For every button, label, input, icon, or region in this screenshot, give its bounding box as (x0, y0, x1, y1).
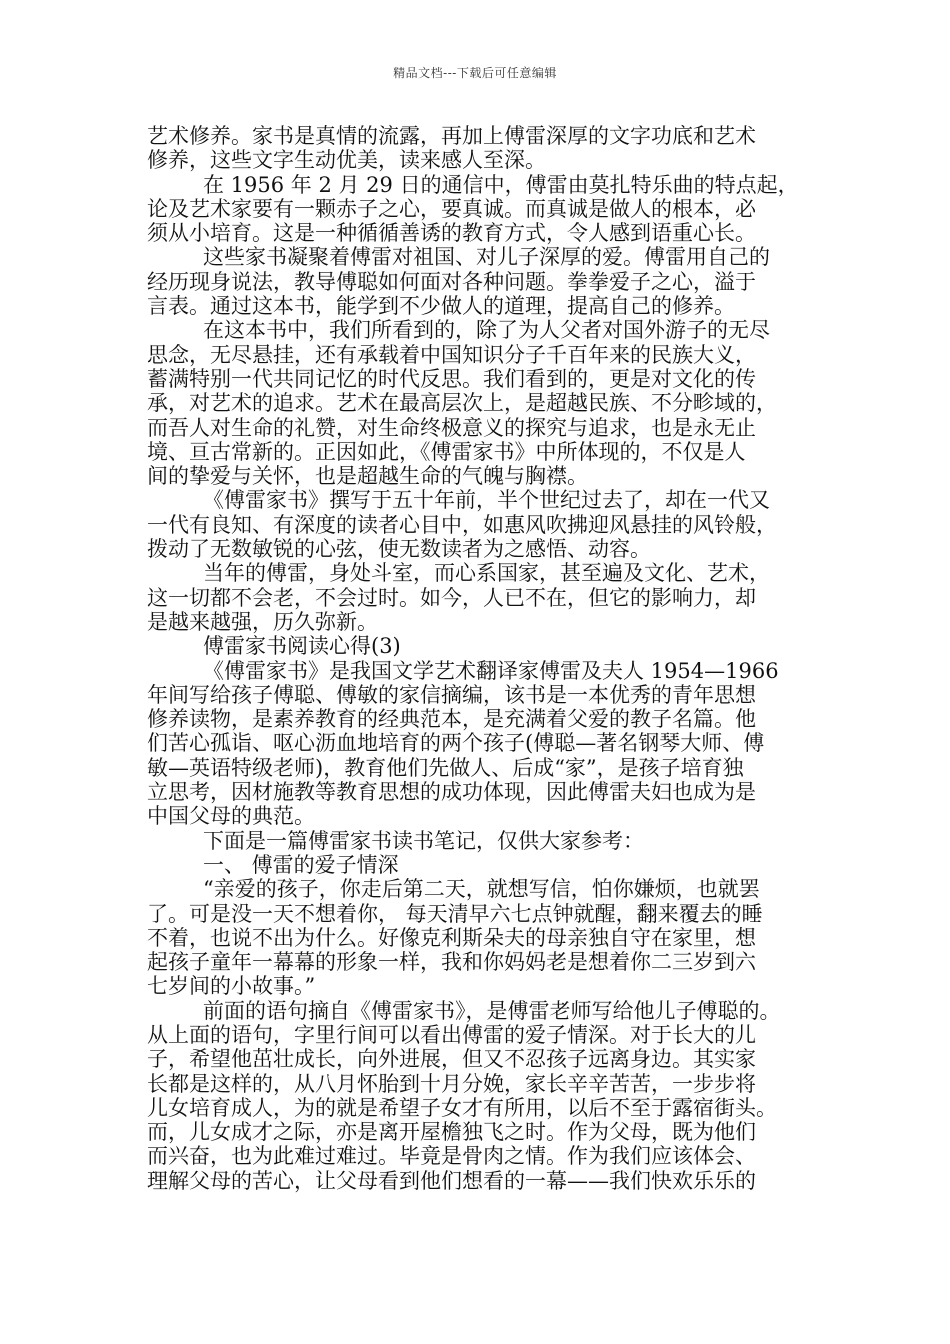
text-line: 七岁间的小故事。” (147, 974, 316, 999)
text-line: 在这本书中，我们所看到的，除了为人父者对国外游子的无尽 (203, 318, 770, 343)
text-line: 思念，无尽悬挂，还有承载着中国知识分子千百年来的民族大义， (147, 342, 756, 367)
text-line: 了。可是没一天不想着你， 每天清早六七点钟就醒，翻来覆去的睡 (147, 901, 763, 926)
text-line: 而吾人对生命的礼赞，对生命终极意义的探究与追求，也是永无止 (147, 415, 756, 440)
text-line: 一、 傅雷的爱子情深 (203, 852, 399, 877)
text-line: 在 1956 年 2 月 29 日的通信中，傅雷由莫扎特乐曲的特点起， (203, 172, 799, 197)
text-line: 是越来越强，历久弥新。 (147, 609, 378, 634)
text-line: 从上面的语句，字里行间可以看出傅雷的爱子情深。对于长大的儿 (147, 1022, 756, 1047)
text-line: 蓄满特别一代共同记忆的时代反思。我们看到的，更是对文化的传 (147, 366, 756, 391)
text-line: 间的挚爱与关怀，也是超越生命的气魄与胸襟。 (147, 464, 588, 489)
text-line: 中国父母的典范。 (147, 804, 315, 829)
text-line: 年间写给孩子傅聪、傅敏的家信摘编，该书是一本优秀的青年思想 (147, 682, 756, 707)
page-header: 精品文档---下载后可任意编辑 (393, 66, 557, 80)
text-line: 须从小培育。这是一种循循善诱的教育方式，令人感到语重心长。 (147, 221, 756, 246)
text-line: 长都是这样的，从八月怀胎到十月分娩，家长辛辛苦苦，一步步将 (147, 1071, 756, 1096)
text-line: 修养，这些文字生动优美，读来感人至深。 (147, 148, 546, 173)
text-line: 承，对艺术的追求。艺术在最高层次上，是超越民族、不分畛域的， (147, 391, 777, 416)
text-line: 这一切都不会老，不会过时。如今，人已不在，但它的影响力，却 (147, 585, 756, 610)
text-line: 这些家书凝聚着傅雷对祖国、对儿子深厚的爱。傅雷用自己的 (203, 245, 770, 270)
text-line: 艺术修养。家书是真情的流露，再加上傅雷深厚的文字功底和艺术 (147, 124, 756, 148)
text-line: 论及艺术家要有一颗赤子之心，要真诚。而真诚是做人的根本，必 (147, 196, 756, 221)
text-line: 理解父母的苦心，让父母看到他们想看的一幕——我们快欢乐乐的 (147, 1168, 756, 1193)
text-line: 起孩子童年一幕幕的形象一样，我和你妈妈老是想着你二三岁到六 (147, 950, 756, 975)
text-line: 《傅雷家书》是我国文学艺术翻译家傅雷及夫人 1954—1966 (203, 658, 779, 683)
text-line: 傅雷家书阅读心得(3) (203, 634, 401, 659)
text-line: 们苦心孤诣、呕心沥血地培育的两个孩子(傅聪—著名钢琴大师、傅 (147, 731, 765, 756)
text-line: 前面的语句摘自《傅雷家书》，是傅雷老师写给他儿子傅聪的。 (203, 998, 781, 1023)
text-line: 下面是一篇傅雷家书读书笔记，仅供大家参考： (203, 828, 644, 853)
text-line: 立思考，因材施教等教育思想的成功体现，因此傅雷夫妇也成为是 (147, 780, 756, 805)
text-line: 而兴奋，也为此难过难过。毕竟是骨肉之情。作为我们应该体会、 (147, 1144, 756, 1169)
text-line: 敏—英语特级老师)，教育他们先做人、后成“家”，是孩子培育独 (147, 755, 744, 780)
text-line: 儿女培育成人，为的就是希望子女才有所用，以后不至于露宿街头。 (147, 1095, 777, 1120)
text-line: 当年的傅雷，身处斗室，而心系国家，甚至遍及文化、艺术， (203, 561, 770, 586)
document-body (147, 124, 811, 1193)
text-line: 一代有良知、有深度的读者心目中，如惠风吹拂迎风悬挂的风铃般， (147, 512, 777, 537)
text-line: 修养读物，是素养教育的经典范本，是充满着父爱的教子名篇。他 (147, 707, 756, 732)
text-line: 《傅雷家书》撰写于五十年前，半个世纪过去了，却在一代又 (203, 488, 770, 513)
text-line: “亲爱的孩子，你走后第二天，就想写信，怕你嫌烦，也就罢 (203, 877, 760, 902)
text-line: 不着，也说不出为什么。好像克利斯朵夫的母亲独自守在家里，想 (147, 925, 756, 950)
text-line: 而，儿女成才之际，亦是离开屋檐独飞之时。作为父母，既为他们 (147, 1120, 756, 1145)
text-line: 言表。通过这本书，能学到不少做人的道理，提高自己的修养。 (147, 294, 735, 319)
text-line: 拨动了无数敏锐的心弦，使无数读者为之感悟、动容。 (147, 537, 651, 562)
text-line: 子，希望他茁壮成长，向外进展，但又不忍孩子远离身边。其实家 (147, 1047, 756, 1072)
text-line: 境、亘古常新的。正因如此，《傅雷家书》中所体现的，不仅是人 (147, 439, 746, 464)
text-line: 经历现身说法，教导傅聪如何面对各种问题。拳拳爱子之心，溢于 (147, 269, 756, 294)
